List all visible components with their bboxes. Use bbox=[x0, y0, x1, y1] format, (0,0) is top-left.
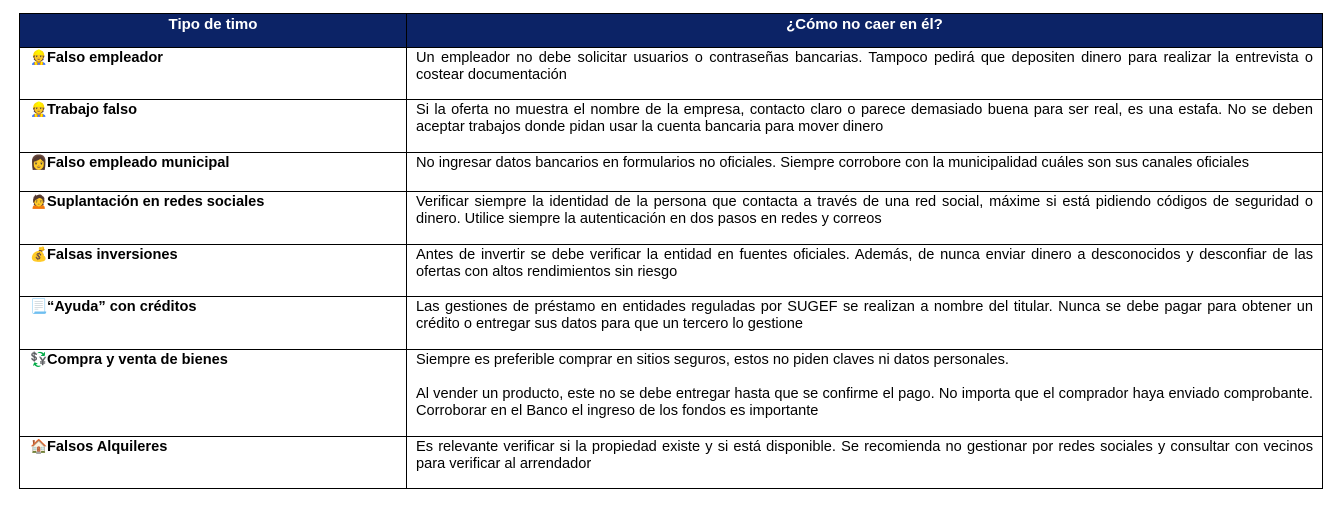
prevention-cell bbox=[407, 100, 1323, 153]
scam-type-cell bbox=[20, 48, 407, 100]
prevention-cell bbox=[407, 437, 1323, 489]
table-row bbox=[20, 350, 1323, 437]
scam-types-table bbox=[19, 13, 1323, 489]
prevention-cell bbox=[407, 153, 1323, 192]
prevention-text: Al vender un producto, este no se debe entregar hasta que se confirme el pago. No importa que el comprador haya enviado comprobante. Corroborar en el Banco el ingreso de los fondos es importante bbox=[416, 386, 1313, 419]
prevention-text: Verificar siempre la identidad de la persona que contacta a través de una red social, máxime si está pidiendo códigos de seguridad o dinero. Utilice siempre la autenticación en dos pasos en redes y correos bbox=[416, 194, 1313, 227]
table-row bbox=[20, 297, 1323, 350]
scam-type-label: Falso empleador bbox=[47, 50, 163, 66]
prevention-text: Si la oferta no muestra el nombre de la empresa, contacto claro o parece demasiado buena para ser real, es una estafa. No se deben aceptar trabajos donde pidan usar la cuenta bancaria para mover dinero bbox=[416, 102, 1313, 135]
scam-type-label: “Ayuda” con créditos bbox=[47, 299, 197, 315]
table-row bbox=[20, 100, 1323, 153]
money-bag-icon: 💰 bbox=[30, 247, 48, 263]
scam-type-cell bbox=[20, 437, 407, 489]
table-header-row bbox=[20, 14, 1323, 48]
scam-type-label: Compra y venta de bienes bbox=[47, 352, 228, 368]
prevention-cell bbox=[407, 48, 1323, 100]
header-type: Tipo de timo bbox=[20, 14, 407, 48]
table-row bbox=[20, 48, 1323, 100]
scam-type-label: Falsas inversiones bbox=[47, 247, 178, 263]
scam-type-cell bbox=[20, 297, 407, 350]
prevention-cell bbox=[407, 297, 1323, 350]
scam-type-label: Trabajo falso bbox=[47, 102, 138, 118]
currency-exchange-icon: 💱 bbox=[30, 352, 48, 368]
prevention-text: Es relevante verificar si la propiedad existe y si está disponible. Se recomienda no gestionar por redes sociales y consultar con vecinos para verificar al arrendador bbox=[416, 439, 1313, 472]
house-icon: 🏠 bbox=[30, 439, 48, 455]
prevention-cell bbox=[407, 350, 1323, 437]
scam-type-cell bbox=[20, 245, 407, 297]
scam-type-label: Suplantación en redes sociales bbox=[47, 194, 265, 210]
person-icon: 🙍 bbox=[30, 194, 48, 210]
scam-type-cell bbox=[20, 350, 407, 437]
worker-woman-icon: 👷 bbox=[30, 102, 48, 118]
prevention-cell bbox=[407, 192, 1323, 245]
prevention-cell bbox=[407, 245, 1323, 297]
prevention-text: Un empleador no debe solicitar usuarios o contraseñas bancarias. Tampoco pedirá que depositen dinero para realizar la entrevista o costear documentación bbox=[416, 50, 1313, 83]
table-row bbox=[20, 437, 1323, 489]
scam-type-label: Falsos Alquileres bbox=[47, 439, 168, 455]
header-how: ¿Cómo no caer en él? bbox=[407, 14, 1323, 48]
office-worker-icon: 👩 bbox=[30, 155, 48, 171]
table-row bbox=[20, 192, 1323, 245]
scam-type-label: Falso empleado municipal bbox=[47, 155, 230, 171]
prevention-text: Siempre es preferible comprar en sitios seguros, estos no piden claves ni datos personales. bbox=[416, 352, 1009, 368]
prevention-text: No ingresar datos bancarios en formularios no oficiales. Siempre corrobore con la municipalidad cuáles son sus canales oficiales bbox=[416, 155, 1250, 171]
document-icon: 📃 bbox=[30, 299, 48, 315]
scam-type-cell bbox=[20, 153, 407, 192]
table-row bbox=[20, 245, 1323, 297]
prevention-text: Las gestiones de préstamo en entidades reguladas por SUGEF se realizan a nombre del titular. Nunca se debe pagar para obtener un crédito o entregar sus datos para que un tercero lo gestione bbox=[416, 299, 1313, 332]
scam-type-cell bbox=[20, 192, 407, 245]
prevention-text: Antes de invertir se debe verificar la entidad en fuentes oficiales. Además, de nunca enviar dinero a desconocidos y desconfiar de las ofertas con altos rendimientos sin riesgo bbox=[416, 247, 1313, 280]
scam-type-cell bbox=[20, 100, 407, 153]
worker-icon: 👷 bbox=[30, 50, 48, 66]
table-row bbox=[20, 153, 1323, 192]
